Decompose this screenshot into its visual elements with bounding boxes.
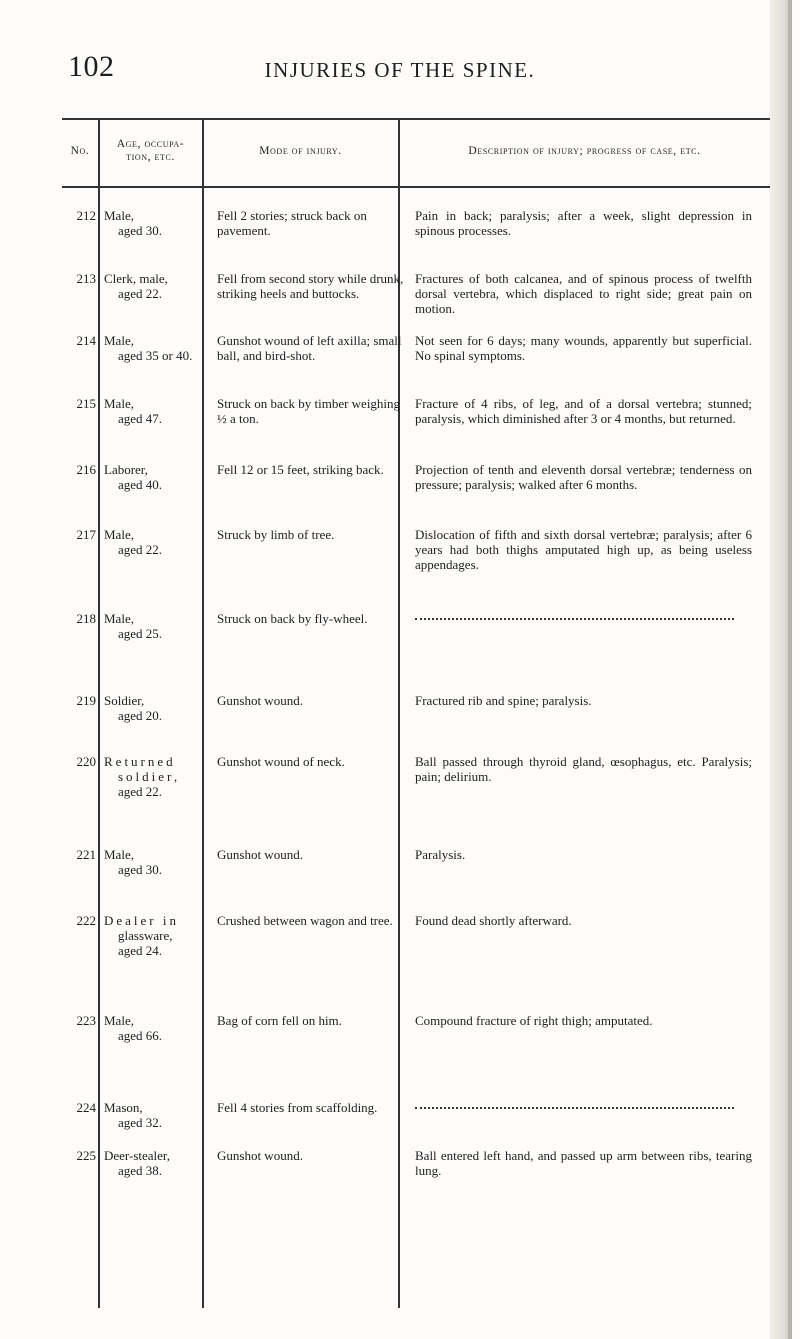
table-row: [60, 462, 770, 527]
table-row: [60, 611, 770, 693]
case-description: Fractured rib and spine; paralysis.: [415, 693, 592, 708]
page-number: 102: [68, 50, 115, 83]
case-mode: Gunshot wound.: [217, 1148, 303, 1163]
case-number: 216: [76, 462, 96, 477]
case-age: Male, aged 25.: [104, 611, 163, 641]
case-description: Fractures of both calcanea, and of spinous process of twelfth dorsal vertebra, which displaced to right side; great pain on motion.: [415, 271, 752, 316]
page-edge-shadow: [770, 0, 792, 1339]
column-header-description: Description of injury; progress of case, etc.: [468, 144, 701, 157]
table-row: [60, 208, 770, 271]
dotted-leader: [415, 611, 734, 620]
case-number: 214: [76, 333, 96, 348]
case-age: Male, aged 35 or 40.: [104, 333, 193, 363]
case-description: Not seen for 6 days; many wounds, apparently but superficial. No spinal symptoms.: [415, 333, 752, 363]
case-number: 218: [76, 611, 96, 626]
case-description: [408, 611, 770, 693]
case-description: [408, 1100, 770, 1148]
table-row: [60, 1100, 770, 1148]
case-description: Projection of tenth and eleventh dorsal vertebræ; tenderness on pressure; paralysis; walked after 6 months.: [415, 462, 752, 492]
case-age: Male, aged 30.: [104, 847, 163, 877]
table-row: [60, 1148, 770, 1198]
table-row: [60, 333, 770, 396]
case-mode: Fell 4 stories from scaffolding.: [217, 1100, 378, 1115]
case-mode: Gunshot wound of neck.: [217, 754, 345, 769]
table-row: [60, 847, 770, 913]
case-description: Ball entered left hand, and passed up arm between ribs, tearing lung.: [415, 1148, 752, 1178]
table-row: [60, 271, 770, 333]
case-mode: Gunshot wound.: [217, 847, 303, 862]
case-mode: Struck on back by timber weighing ½ a ton.: [217, 396, 401, 426]
case-number: 220: [76, 754, 96, 769]
case-number: 221: [76, 847, 96, 862]
dotted-leader: [415, 1100, 734, 1109]
case-age: Clerk, male, aged 22.: [104, 271, 168, 301]
case-description: Fracture of 4 ribs, of leg, and of a dorsal vertebra; stunned; paralysis, which diminished after 3 or 4 months, but returned.: [415, 396, 752, 426]
case-age: Male, aged 30.: [104, 208, 163, 238]
case-number: 217: [76, 527, 96, 542]
column-header-age: Age, occupa- tion, etc.: [116, 138, 185, 163]
case-description: Ball passed through thyroid gland, œsophagus, etc. Paralysis; pain; delirium.: [415, 754, 752, 784]
case-age: Mason, aged 32.: [104, 1100, 163, 1130]
case-age: Soldier, aged 20.: [104, 693, 163, 723]
table-row: [60, 693, 770, 754]
case-mode: Gunshot wound of left axilla; small ball, and bird-shot.: [217, 333, 402, 363]
case-number: 225: [76, 1148, 96, 1163]
case-age: Dealer in glassware, aged 24.: [104, 913, 180, 958]
page-header: [0, 50, 800, 90]
case-number: 223: [76, 1013, 96, 1028]
case-number: 215: [76, 396, 96, 411]
table-row: [60, 396, 770, 462]
column-header-mode: Mode of injury.: [259, 144, 342, 157]
case-age: Laborer, aged 40.: [104, 462, 163, 492]
case-mode: Fell from second story while drunk, striking heels and buttocks.: [217, 271, 404, 301]
running-title: INJURIES OF THE SPINE.: [264, 58, 536, 82]
case-description: Compound fracture of right thigh; amputated.: [415, 1013, 653, 1028]
case-mode: Struck on back by fly-wheel.: [217, 611, 368, 626]
column-header-no: No.: [70, 144, 90, 157]
header-bottom-rule: [62, 186, 770, 188]
case-mode: Gunshot wound.: [217, 693, 303, 708]
case-age: Male, aged 47.: [104, 396, 163, 426]
case-age: Male, aged 22.: [104, 527, 163, 557]
case-mode: Struck by limb of tree.: [217, 527, 335, 542]
case-age: Deer-stealer, aged 38.: [104, 1148, 170, 1178]
table-row: [60, 1013, 770, 1100]
case-mode: Bag of corn fell on him.: [217, 1013, 342, 1028]
case-description: Found dead shortly afterward.: [415, 913, 572, 928]
case-description: Dislocation of fifth and sixth dorsal vertebræ; paralysis; after 6 years had both thighs amputated high up, as being useless appendages.: [415, 527, 752, 572]
case-number: 219: [76, 693, 96, 708]
case-age: Returned soldier, aged 22.: [104, 754, 181, 799]
table-row: [60, 527, 770, 611]
table-row: [60, 913, 770, 1013]
case-mode: Fell 2 stories; struck back on pavement.: [217, 208, 367, 238]
case-age: Male, aged 66.: [104, 1013, 163, 1043]
case-description: Paralysis.: [415, 847, 466, 862]
case-mode: Fell 12 or 15 feet, striking back.: [217, 462, 384, 477]
case-number: 224: [76, 1100, 96, 1115]
table-row: [60, 754, 770, 847]
case-table: [60, 208, 770, 1198]
case-number: 212: [76, 208, 96, 223]
case-number: 222: [76, 913, 96, 928]
case-number: 213: [76, 271, 96, 286]
case-description: Pain in back; paralysis; after a week, slight depression in spinous processes.: [415, 208, 752, 238]
case-mode: Crushed between wagon and tree.: [217, 913, 393, 928]
